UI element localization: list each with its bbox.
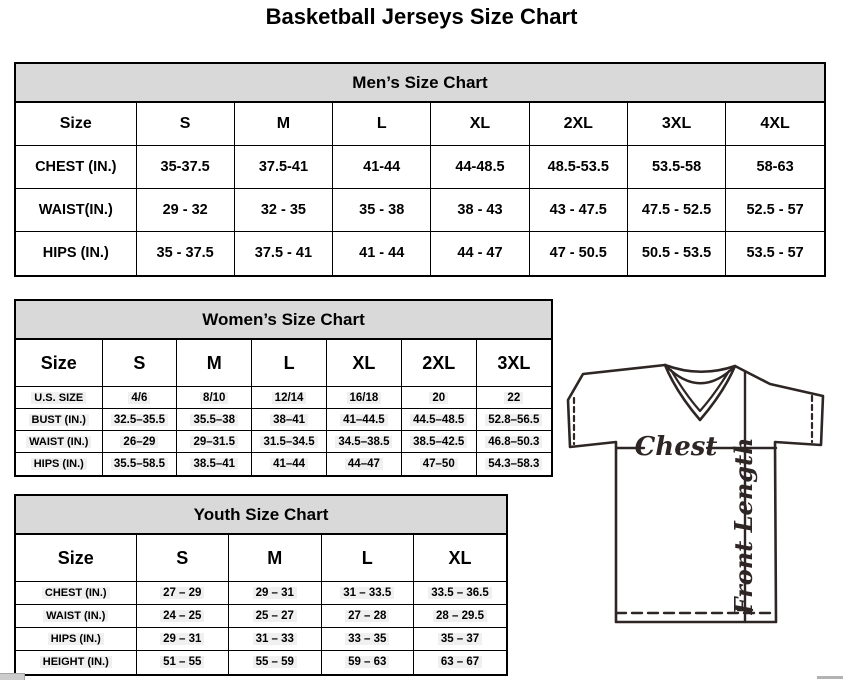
men-row-label-text: CHEST (IN.) [35,159,117,175]
youth-column-header-text: S [176,547,189,568]
youth-data-cell [229,651,322,674]
women-data-cell [476,453,551,475]
men-column-header [529,103,627,146]
youth-chart-grid [16,534,506,674]
men-data-cell [627,146,725,189]
men-data-cell [726,146,824,189]
youth-column-header-text: XL [448,547,472,568]
women-data-cell [102,387,177,409]
womens-size-chart-table [14,299,553,477]
youth-data-cell [414,651,507,674]
youth-data-cell-text: 31 – 33 [253,633,297,645]
youth-data-cell-text: 59 – 63 [345,656,389,668]
women-column-header-text: L [283,352,295,373]
women-data-cell [401,387,476,409]
youth-data-cell [414,628,507,651]
youth-data-cell-text: 25 – 27 [253,610,297,622]
youth-data-cell-text: 55 – 59 [253,656,297,668]
men-data-cell-text: 53.5 - 57 [746,245,804,262]
men-column-header [234,103,332,146]
women-row-label [16,387,102,409]
men-data-cell-text: 35-37.5 [160,159,210,175]
men-column-header [333,103,431,146]
youth-data-cell [229,582,322,605]
jersey-outline-drawing [558,358,840,670]
women-data-cell-text: 35.5–58.5 [111,458,168,470]
youth-data-row [16,605,506,628]
women-data-row [16,453,551,475]
men-chart-title: Men’s Size Chart [16,64,824,102]
youth-data-cell-text: 33.5 – 36.5 [428,587,492,599]
men-data-cell-text: 37.5 - 41 [254,245,313,262]
women-data-cell-text: 20 [429,392,448,404]
men-data-cell-text: 29 - 32 [162,202,208,218]
youth-data-cell [321,605,414,628]
men-data-cell-text: 32 - 35 [260,202,306,218]
youth-column-header [414,535,507,582]
jersey-measurement-diagram [558,358,840,670]
women-data-cell-text: 54.3–58.3 [485,458,542,470]
men-data-cell [627,232,725,275]
women-data-cell [177,431,252,453]
women-data-cell-text: 41–44.5 [340,414,388,426]
women-chart-title: Women’s Size Chart [16,301,551,339]
women-size-header-row [16,340,551,387]
women-data-cell-text: 52.8–56.5 [485,414,542,426]
women-data-cell-text: 47–50 [420,458,458,470]
youth-size-label [16,535,136,582]
men-data-cell [136,232,234,275]
men-column-header-text: 2XL [563,115,593,132]
women-column-header-text: 3XL [497,352,531,373]
women-data-cell-text: 4/6 [128,392,150,404]
youth-column-header-text: L [361,547,373,568]
men-data-cell-text: 47 - 50.5 [549,245,607,262]
youth-data-row [16,651,506,674]
men-data-cell-text: 48.5-53.5 [547,159,609,175]
women-row-label-text: BUST (IN.) [29,414,89,426]
men-data-cell [431,232,529,275]
women-data-cell-text: 32.5–35.5 [111,414,168,426]
men-column-header-text: XL [469,115,491,132]
men-data-cell-text: 47.5 - 52.5 [641,202,712,218]
youth-data-cell-text: 29 – 31 [160,633,204,645]
youth-data-cell-text: 33 – 35 [345,633,389,645]
youth-data-cell [414,605,507,628]
men-data-cell-text: 52.5 - 57 [746,202,804,218]
men-column-header-text: 4XL [760,115,790,132]
youth-data-cell-text: 27 – 29 [160,587,204,599]
men-data-cell [234,189,332,232]
men-row-label [16,232,136,275]
women-data-cell [177,387,252,409]
youth-data-cell-text: 29 – 31 [253,587,297,599]
youth-size-label-text: Size [57,547,94,568]
youth-data-cell-text: 27 – 28 [345,610,389,622]
women-row-label [16,431,102,453]
women-data-cell [401,453,476,475]
youth-column-header [321,535,414,582]
men-data-cell-text: 35 - 38 [359,202,405,218]
youth-column-header [229,535,322,582]
women-column-header-text: S [133,352,146,373]
women-data-cell-text: 46.8–50.3 [485,436,542,448]
women-data-cell [252,387,327,409]
women-data-cell-text: 44–47 [345,458,383,470]
women-column-header [102,340,177,387]
women-data-cell [326,453,401,475]
youth-data-cell [414,582,507,605]
men-data-row [16,146,824,189]
women-data-cell [476,387,551,409]
men-data-cell-text: 41-44 [363,159,401,175]
men-row-label-text: WAIST(IN.) [38,202,113,218]
women-row-label [16,409,102,431]
men-data-cell [431,146,529,189]
women-data-cell-text: 12/14 [272,392,307,404]
women-column-header-text: 2XL [422,352,456,373]
women-data-cell [102,409,177,431]
men-data-cell-text: 41 - 44 [359,245,405,262]
men-column-header [627,103,725,146]
men-size-header-row [16,103,824,146]
women-row-label-text: WAIST (IN.) [26,436,91,448]
men-data-cell [627,189,725,232]
youth-data-cell [136,582,229,605]
men-size-label [16,103,136,146]
men-data-cell [333,146,431,189]
women-data-cell [476,431,551,453]
women-data-cell [326,409,401,431]
women-data-cell [326,431,401,453]
men-row-label [16,189,136,232]
youth-column-header-text: M [267,547,283,568]
men-data-cell-text: 38 - 43 [457,202,503,218]
men-row-label-text: HIPS (IN.) [42,245,109,262]
men-row-label [16,146,136,189]
women-data-cell [401,431,476,453]
youth-data-cell-text: 63 – 67 [438,656,482,668]
men-data-cell [529,146,627,189]
youth-data-cell-text: 24 – 25 [160,610,204,622]
men-column-header [431,103,529,146]
men-data-cell-text: 35 - 37.5 [156,245,214,262]
men-data-cell-text: 43 - 47.5 [549,202,607,218]
women-data-cell-text: 31.5–34.5 [260,436,317,448]
youth-chart-title: Youth Size Chart [16,496,506,534]
men-chart-grid [16,102,824,275]
youth-data-cell-text: 35 – 37 [438,633,482,645]
women-data-cell-text: 22 [504,392,523,404]
women-column-header [401,340,476,387]
women-data-cell [476,409,551,431]
men-column-header-text: M [276,115,291,132]
women-data-cell-text: 38–41 [270,414,308,426]
youth-row-label-text: HIPS (IN.) [48,633,104,645]
women-column-header [476,340,551,387]
men-data-cell [431,189,529,232]
youth-data-cell [136,651,229,674]
women-data-row [16,431,551,453]
women-data-row [16,409,551,431]
men-data-cell [726,189,824,232]
youth-row-label [16,605,136,628]
youth-data-cell [321,651,414,674]
youth-column-header [136,535,229,582]
youth-data-cell [229,605,322,628]
youth-data-cell [321,582,414,605]
chest-label: Chest [634,432,718,462]
women-column-header [177,340,252,387]
mens-size-chart-table [14,62,826,277]
men-data-row [16,189,824,232]
women-size-label [16,340,102,387]
women-column-header [252,340,327,387]
men-column-header [726,103,824,146]
women-row-label-text: HIPS (IN.) [31,458,87,470]
women-data-cell-text: 35.5–38 [190,414,238,426]
youth-data-row [16,628,506,651]
front-length-label: Front Length [729,437,758,615]
men-data-cell-text: 50.5 - 53.5 [641,245,712,262]
women-data-cell-text: 38.5–42.5 [410,436,467,448]
men-data-cell [333,232,431,275]
men-column-header-text: S [179,115,191,132]
men-data-cell [529,189,627,232]
men-data-row [16,232,824,275]
youth-size-chart-table [14,494,508,676]
men-data-cell [136,189,234,232]
men-data-cell [726,232,824,275]
women-size-label-text: Size [40,352,77,373]
men-size-label-text: Size [59,115,92,132]
youth-data-cell [321,628,414,651]
men-data-cell [234,232,332,275]
women-chart-grid [16,339,551,475]
women-data-cell-text: 8/10 [200,392,228,404]
men-data-cell [234,146,332,189]
women-row-label-text: U.S. SIZE [31,392,86,404]
men-data-cell [529,232,627,275]
men-data-cell-text: 53.5-58 [651,159,702,175]
men-column-header-text: 3XL [661,115,692,132]
women-data-cell-text: 38.5–41 [190,458,238,470]
women-data-cell [252,453,327,475]
men-data-cell [136,146,234,189]
youth-row-label [16,651,136,674]
women-data-cell-text: 26–29 [120,436,158,448]
women-data-cell [102,431,177,453]
women-data-cell [177,453,252,475]
page-title: Basketball Jerseys Size Chart [265,4,578,29]
women-data-cell-text: 16/18 [347,392,382,404]
women-data-cell [252,431,327,453]
women-column-header-text: M [206,352,222,373]
youth-size-header-row [16,535,506,582]
youth-row-label-text: CHEST (IN.) [42,587,110,599]
women-data-cell [401,409,476,431]
women-data-cell-text: 41–44 [270,458,308,470]
youth-data-cell [229,628,322,651]
women-data-cell-text: 29–31.5 [190,436,238,448]
women-data-cell-text: 44.5–48.5 [410,414,467,426]
women-data-cell [326,387,401,409]
women-data-cell [177,409,252,431]
women-column-header [326,340,401,387]
youth-row-label-text: HEIGHT (IN.) [40,656,112,668]
youth-data-cell-text: 51 – 55 [160,656,204,668]
women-data-cell [252,409,327,431]
youth-row-label-text: WAIST (IN.) [43,610,108,622]
youth-row-label [16,582,136,605]
men-column-header-text: L [376,115,387,132]
jersey-body-outline [568,365,823,622]
men-data-cell-text: 58-63 [756,159,794,175]
youth-data-row [16,582,506,605]
men-data-cell-text: 44-48.5 [455,159,505,175]
men-column-header [136,103,234,146]
women-row-label [16,453,102,475]
men-data-cell-text: 37.5-41 [258,159,309,175]
youth-data-cell-text: 31 – 33.5 [340,587,394,599]
women-data-cell-text: 34.5–38.5 [335,436,392,448]
men-data-cell-text: 44 - 47 [457,245,503,262]
women-column-header-text: XL [352,352,376,373]
women-data-row [16,387,551,409]
women-data-cell [102,453,177,475]
youth-data-cell-text: 28 – 29.5 [433,610,487,622]
youth-row-label [16,628,136,651]
youth-data-cell [136,628,229,651]
men-data-cell [333,189,431,232]
youth-data-cell [136,605,229,628]
